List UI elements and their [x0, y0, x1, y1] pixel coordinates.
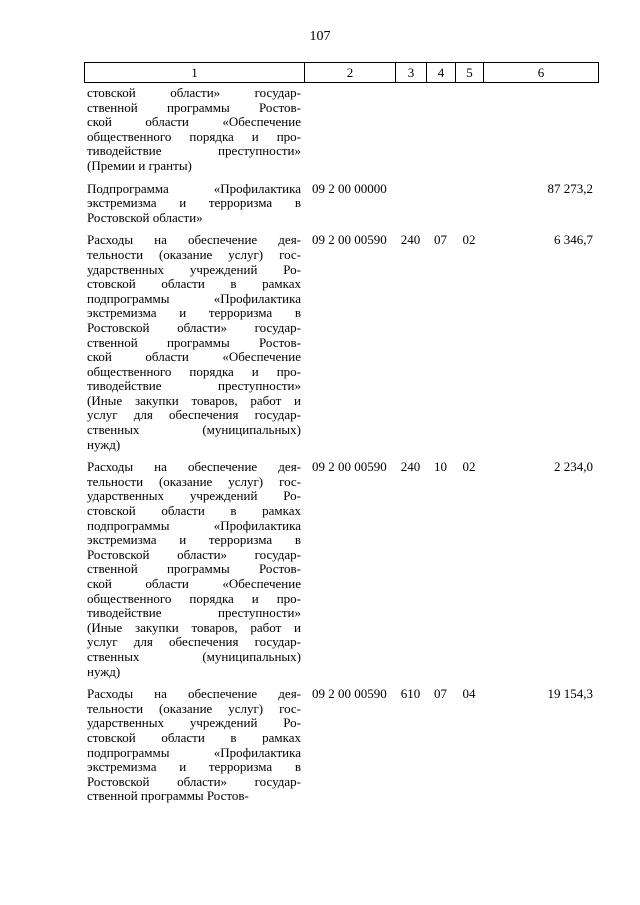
description-line: (Иные закупки товаров, работ и: [87, 619, 301, 635]
table-body: [84, 86, 599, 812]
description-line: экстремизма и терроризма в: [87, 305, 301, 321]
description-line: услуг для обеспечения государ-: [87, 407, 301, 423]
description-line: тельности (оказание услуг) гос-: [87, 700, 301, 716]
description-line: тельности (оказание услуг) гос-: [87, 473, 301, 489]
description-line: общественного порядка и про-: [87, 128, 301, 144]
row-amount: 19 154,3: [547, 686, 593, 702]
description-line: тиводействие преступности»: [87, 605, 301, 621]
description-line: тиводействие преступности»: [87, 143, 301, 159]
description-line: ственных (муниципальных): [87, 422, 301, 438]
description-line: стовской области в рамках: [87, 503, 301, 519]
description-line: Расходы на обеспечение дея-: [87, 232, 301, 248]
table-row: [84, 86, 599, 174]
table-row: [84, 687, 599, 804]
description-line: стовской области» государ-: [87, 85, 301, 100]
description-line: ственной программы Ростов-: [87, 334, 301, 350]
row-description: [84, 687, 304, 804]
row-subsection: 02: [462, 459, 476, 475]
table-row: [84, 460, 599, 679]
description-line: нужд): [87, 436, 121, 452]
description-line: услуг для обеспечения государ-: [87, 634, 301, 650]
row-amount: 6 346,7: [554, 232, 593, 248]
header-col-6: 6: [537, 65, 545, 80]
row-expense-type: 240: [400, 459, 421, 475]
description-line: (Иные закупки товаров, работ и: [87, 392, 301, 408]
description-line: экстремизма и терроризма в: [87, 759, 301, 775]
row-expense-type: 240: [400, 232, 421, 248]
row-section: 10: [434, 459, 447, 475]
description-line: ственной программы Ростов-: [87, 561, 301, 577]
description-line: экстремизма и терроризма в: [87, 195, 301, 211]
description-line: подпрограммы «Профилактика: [87, 744, 301, 760]
page-number: 107: [309, 29, 331, 44]
header-col-4: 4: [427, 63, 456, 82]
description-line: нужд): [87, 663, 121, 679]
description-line: общественного порядка и про-: [87, 590, 301, 606]
row-target-code: 09 2 00 00590: [312, 459, 387, 475]
description-line: ственной программы Ростов-: [87, 99, 301, 115]
row-target-code: 09 2 00 00590: [312, 686, 387, 702]
description-line: стовской области в рамках: [87, 729, 301, 745]
row-description: [84, 182, 304, 226]
row-description: [84, 233, 304, 452]
row-section: 07: [434, 232, 447, 248]
description-line: ударственных учреждений Ро-: [87, 488, 301, 504]
description-line: ударственных учреждений Ро-: [87, 261, 301, 277]
description-line: экстремизма и терроризма в: [87, 532, 301, 548]
table-row: [84, 233, 599, 452]
description-line: ской области «Обеспечение: [87, 114, 301, 130]
description-line: Ростовской области» государ-: [87, 773, 301, 789]
description-line: ской области «Обеспечение: [87, 576, 301, 591]
row-section: 07: [434, 686, 447, 702]
description-line: Расходы на обеспечение дея-: [87, 686, 301, 702]
row-target-code: 09 2 00 00000: [312, 180, 387, 196]
description-line: (Премии и гранты): [87, 157, 192, 173]
row-expense-type: 610: [400, 686, 421, 702]
description-line: Ростовской области» государ-: [87, 319, 301, 335]
description-line: тиводействие преступности»: [87, 378, 301, 394]
table-header: [84, 62, 599, 83]
row-subsection: 02: [462, 232, 476, 248]
description-line: подпрограммы «Профилактика: [87, 517, 301, 533]
header-col-3: 3: [396, 63, 427, 82]
description-line: ственной программы Ростов-: [87, 788, 249, 804]
header-col-2: 2: [305, 63, 396, 82]
header-col-1: 1: [85, 63, 305, 82]
row-description: [84, 460, 304, 679]
header-col-5: 5: [456, 63, 484, 82]
description-line: стовской области в рамках: [87, 276, 301, 292]
row-description: [84, 86, 304, 174]
description-line: Подпрограмма «Профилактика: [87, 180, 301, 196]
row-amount: 87 273,2: [547, 180, 593, 196]
description-line: Ростовской области»: [87, 209, 203, 225]
description-line: ударственных учреждений Ро-: [87, 715, 301, 731]
row-target-code: 09 2 00 00590: [312, 232, 387, 248]
description-line: тельности (оказание услуг) гос-: [87, 246, 301, 262]
description-line: подпрограммы «Профилактика: [87, 290, 301, 306]
description-line: Ростовской области» государ-: [87, 546, 301, 562]
description-line: ской области «Обеспечение: [87, 349, 301, 365]
table-row: [84, 182, 599, 226]
row-subsection: 04: [462, 686, 476, 702]
description-line: Расходы на обеспечение дея-: [87, 459, 301, 475]
row-amount: 2 234,0: [554, 459, 593, 475]
description-line: общественного порядка и про-: [87, 363, 301, 379]
description-line: ственных (муниципальных): [87, 648, 301, 664]
